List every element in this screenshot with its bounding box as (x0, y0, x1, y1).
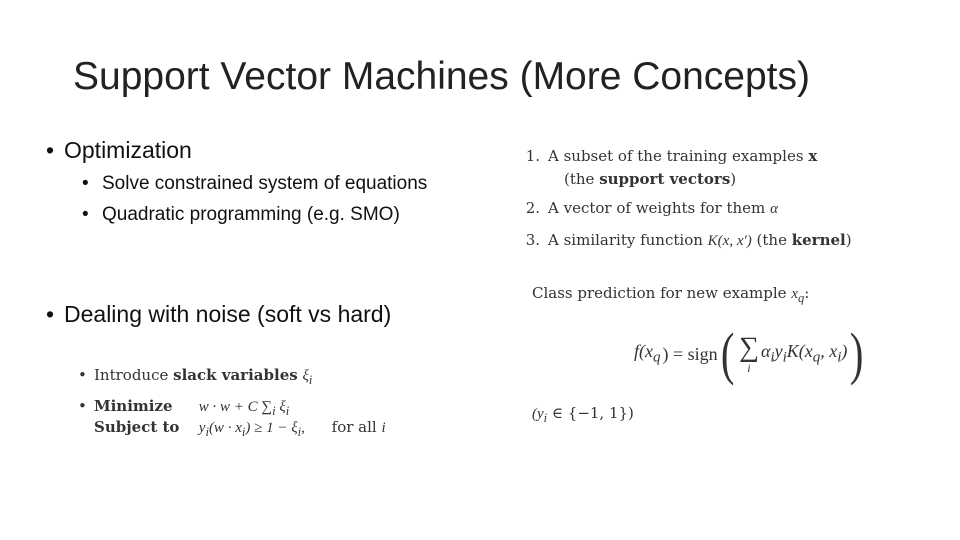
bullet-dot: • (78, 397, 87, 415)
slack-introduce-line (78, 366, 312, 388)
for-all-var: i (381, 420, 386, 436)
prediction-equation: $f(x_q$ ) = sign ( ∑ i $\alpha_iy_iK(x_q$, $x_i$) ) (634, 321, 864, 386)
kernel-bold: kernel (791, 231, 846, 249)
xi-symbol: $\xi_i$ (302, 368, 313, 387)
left-paren: ( (720, 321, 735, 386)
minimize-line (78, 397, 289, 419)
xq-symbol: $x_q$ (791, 286, 805, 305)
equation-lhs: $f(x_q$ (634, 341, 661, 366)
bullet-dot: • (78, 366, 87, 384)
list-item-text: A similarity function (548, 231, 703, 249)
bullet-optimization (46, 137, 192, 164)
for-all-text: for all (331, 418, 377, 436)
introduce-text: Introduce (94, 366, 169, 384)
list-number: 1. (525, 147, 540, 165)
sub-bullet-constrained (82, 173, 427, 195)
subject-to-line (78, 418, 386, 440)
bullet-dot: • (82, 173, 89, 194)
slack-variables-bold: slack variables (173, 366, 298, 384)
bullet-dot: • (82, 204, 89, 225)
alpha-symbol: α (770, 201, 778, 217)
right-paren: ) (850, 321, 864, 386)
list-number: 2. (525, 199, 540, 217)
kernel-function: K(x, x′) (707, 233, 752, 249)
equation-terms: $\alpha_iy_iK(x_q$, $x_i$) (760, 341, 848, 366)
x-vector: x (808, 147, 818, 165)
list-item-2 (512, 199, 778, 218)
list-item-1 (512, 147, 817, 165)
sub-bullet-quadratic (82, 204, 400, 226)
y-domain-line: ($y_i$ ∈ {−1, 1}) (532, 404, 634, 425)
bullet-noise-label: Dealing with noise (soft vs hard) (64, 301, 392, 327)
bullet-dot: • (46, 301, 55, 327)
sum-symbol: ∑ i (738, 332, 759, 375)
list-item-3: 3. A similarity function K(x, x′) (the kernel) (512, 231, 852, 250)
list-number: 3. (525, 231, 540, 249)
list-item-text: A vector of weights for them (548, 199, 766, 217)
slide-title: Support Vector Machines (More Concepts) (73, 55, 811, 98)
bullet-optimization-label: Optimization (64, 137, 192, 163)
list-item-1-line2: (the support vectors) (564, 170, 737, 188)
bullet-noise (46, 301, 391, 328)
bullet-dot: • (46, 137, 55, 163)
sub-bullet-label: Quadratic programming (e.g. SMO) (102, 204, 400, 225)
sub-bullet-label: Solve constrained system of equations (102, 173, 428, 194)
y-domain: ($y_i$ (532, 406, 548, 425)
support-vectors-bold: support vectors (599, 170, 731, 188)
minimize-expression: w · w + C $\sum_i$ $\xi_i$ (198, 399, 290, 418)
list-item-text: A subset of the training examples (548, 147, 804, 165)
subject-to-label: Subject to (94, 418, 180, 436)
constraint-expression: $y_i(w \cdot x_i) \ge 1 - \xi_i$, (198, 420, 305, 439)
minimize-label: Minimize (94, 397, 173, 415)
class-prediction-line: Class prediction for new example $x_q$: (532, 284, 810, 305)
class-prediction-text: Class prediction for new example (532, 284, 787, 302)
